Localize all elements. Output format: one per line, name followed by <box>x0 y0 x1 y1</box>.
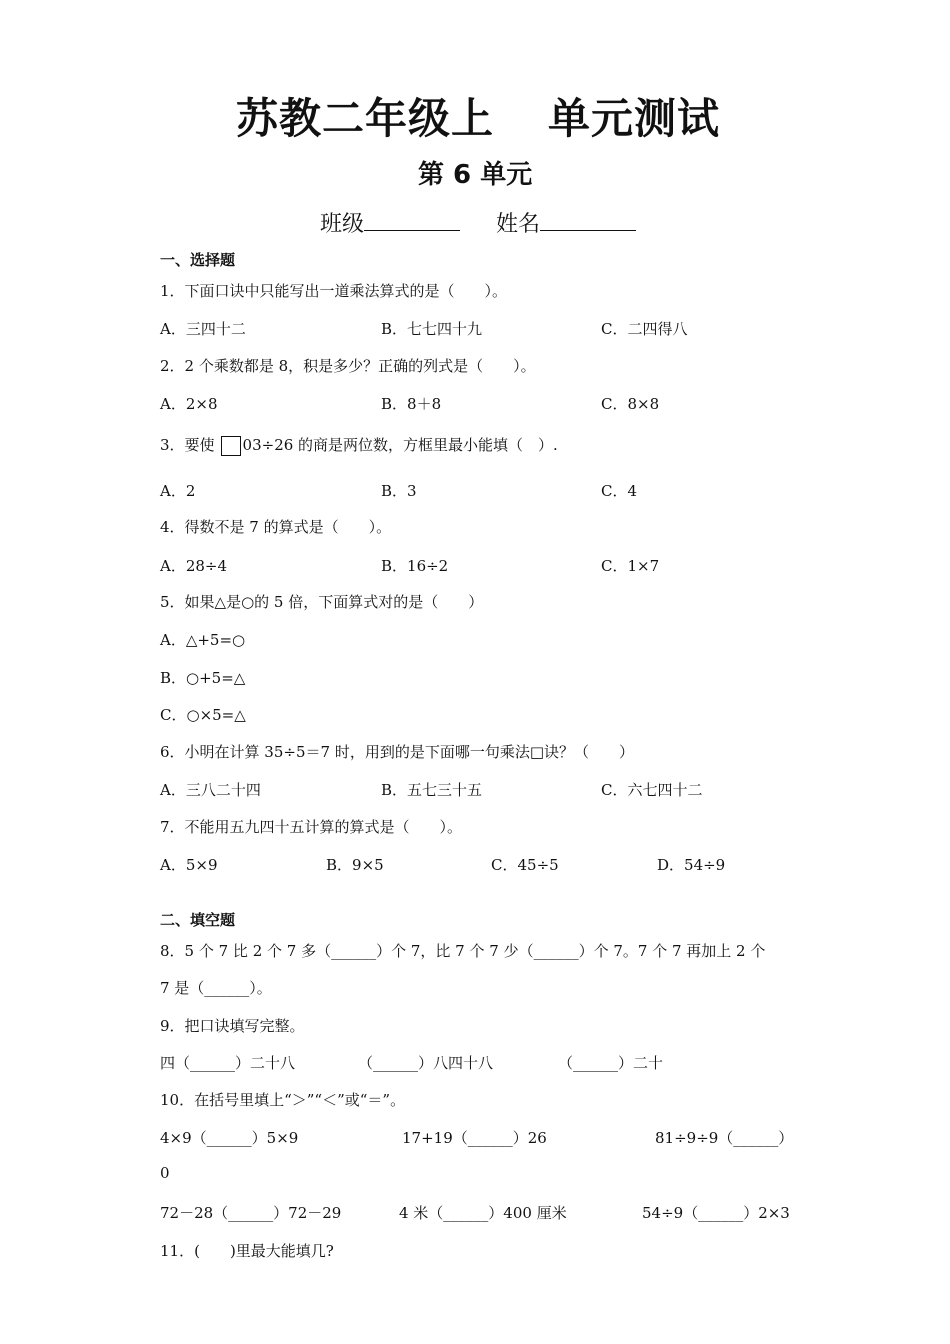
q4-option-b[interactable]: B．16÷2 <box>381 557 449 575</box>
q2-option-b[interactable]: B．8＋8 <box>381 395 442 413</box>
page-title-left: 苏教二年级上 <box>236 94 495 143</box>
q5-option-b[interactable]: B．○+5=△ <box>160 669 246 687</box>
q9-item-3[interactable]: （______）二十 <box>558 1054 664 1072</box>
q5-option-c[interactable]: C．○×5=△ <box>160 706 246 724</box>
section-choice-title: 一、选择题 <box>160 251 236 269</box>
q2-option-c[interactable]: C．8×8 <box>601 395 660 413</box>
question-2: 2．2 个乘数都是 8，积是多少？正确的列式是（ ）。 <box>160 357 536 375</box>
q10-item-3[interactable]: 81÷9÷9（______） <box>655 1129 794 1147</box>
question-6: 6．小明在计算 35÷5＝7 时，用到的是下面哪一句乘法□诀？（ ） <box>160 743 634 761</box>
q3-text-before: 3．要使 <box>160 436 215 454</box>
q4-option-c[interactable]: C．1×7 <box>601 557 660 575</box>
q9-item-2[interactable]: （______）八四十八 <box>358 1054 494 1072</box>
blank-square-icon <box>221 436 241 456</box>
section-fill-title: 二、填空题 <box>160 911 236 929</box>
question-10: 10．在括号里填上“＞”“＜”或“＝”。 <box>160 1091 406 1109</box>
q6-option-b[interactable]: B．五七三十五 <box>381 781 483 799</box>
q7-option-c[interactable]: C．45÷5 <box>491 856 559 874</box>
q1-option-a[interactable]: A．三四十二 <box>160 320 246 338</box>
q4-option-a[interactable]: A．28÷4 <box>160 557 228 575</box>
q3-option-a[interactable]: A．2 <box>160 482 196 500</box>
class-label: 班级 <box>320 212 365 237</box>
unit-subtitle: 第 6 单元 <box>418 160 533 190</box>
question-1: 1．下面口诀中只能写出一道乘法算式的是（ ）。 <box>160 282 508 300</box>
q10-item-5[interactable]: 4 米（______）400 厘米 <box>399 1204 567 1222</box>
class-blank[interactable] <box>364 210 460 231</box>
q7-option-d[interactable]: D．54÷9 <box>657 856 726 874</box>
question-4: 4．得数不是 7 的算式是（ ）。 <box>160 518 392 536</box>
q5-option-a[interactable]: A．△+5=○ <box>160 631 246 649</box>
q6-option-c[interactable]: C．六七四十二 <box>601 781 703 799</box>
question-8-line-1: 8．5 个 7 比 2 个 7 多（______）个 7，比 7 个 7 少（______）个 7。7 个 7 再加上 2 个 <box>160 942 766 960</box>
q9-item-1[interactable]: 四（______）二十八 <box>160 1054 296 1072</box>
question-3 <box>160 434 558 456</box>
q3-text-after: 03÷26 的商是两位数，方框里最小能填（ ）. <box>242 436 558 454</box>
name-blank[interactable] <box>540 210 636 231</box>
q1-option-b[interactable]: B．七七四十九 <box>381 320 483 338</box>
student-info <box>320 207 636 238</box>
q10-item-1[interactable]: 4×9（______）5×9 <box>160 1129 299 1147</box>
q6-option-a[interactable]: A．三八二十四 <box>160 781 261 799</box>
q7-option-a[interactable]: A．5×9 <box>160 856 218 874</box>
name-label: 姓名 <box>496 212 541 237</box>
q3-option-b[interactable]: B．3 <box>381 482 417 500</box>
question-5: 5．如果△是○的 5 倍，下面算式对的是（ ） <box>160 593 484 611</box>
question-7: 7．不能用五九四十五计算的算式是（ ）。 <box>160 818 463 836</box>
q7-option-b[interactable]: B．9×5 <box>326 856 384 874</box>
q10-item-3-wrap: 0 <box>160 1164 170 1182</box>
q2-option-a[interactable]: A．2×8 <box>160 395 218 413</box>
q10-item-2[interactable]: 17+19（______）26 <box>402 1129 547 1147</box>
question-8-line-2: 7 是（______）。 <box>160 979 272 997</box>
question-9: 9．把口诀填写完整。 <box>160 1017 305 1035</box>
q3-option-c[interactable]: C．4 <box>601 482 638 500</box>
q10-item-4[interactable]: 72－28（______）72－29 <box>160 1204 342 1222</box>
page-title-right: 单元测试 <box>548 94 721 143</box>
q1-option-c[interactable]: C．二四得八 <box>601 320 688 338</box>
q10-item-6[interactable]: 54÷9（______）2×3 <box>642 1204 790 1222</box>
question-11: 11．( )里最大能填几? <box>160 1242 334 1260</box>
